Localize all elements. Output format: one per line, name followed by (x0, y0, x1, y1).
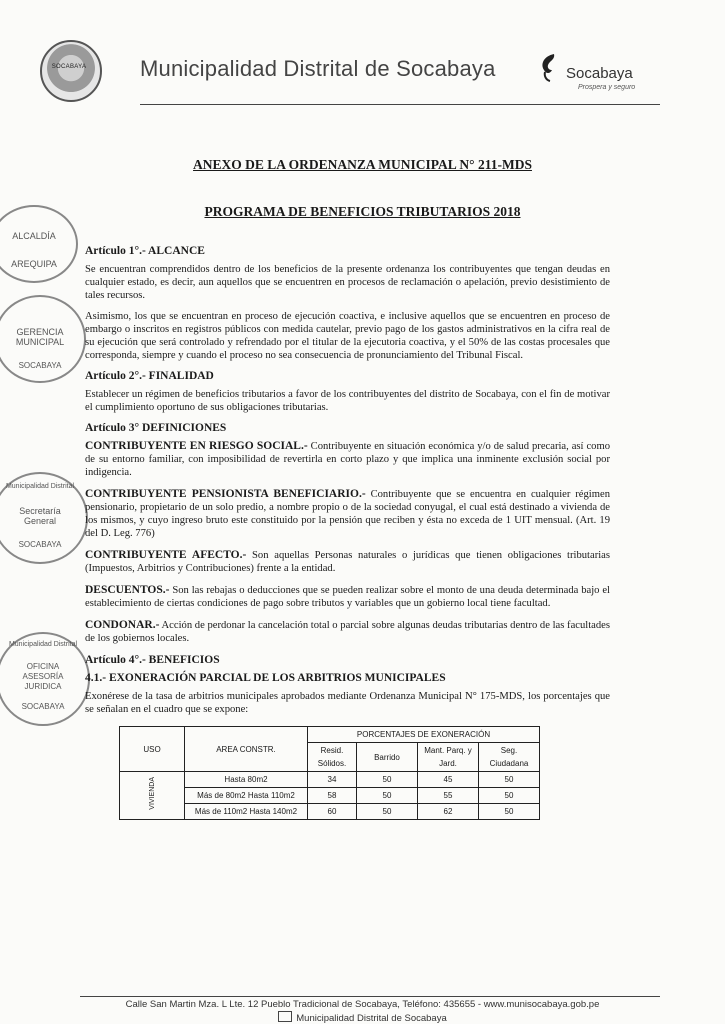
definition-term: CONTRIBUYENTE EN RIESGO SOCIAL.- (85, 440, 308, 452)
asesoria-juridica-stamp (0, 632, 90, 726)
cell-area: Más de 110m2 Hasta 140m2 (185, 804, 308, 820)
definition-term: CONDONAR.- (85, 619, 160, 631)
definition-text: Acción de perdonar la cancelación total o parcial sobre algunas deudas tributarias dentro de las facultades de los gobiernos locales. (85, 620, 610, 644)
stamp-text: ALCALDÍA (12, 231, 56, 241)
stamp-text: Municipalidad Distrital (5, 483, 75, 490)
definition-descuentos (85, 584, 610, 610)
definition-text: Son las rebajas o deducciones que se pueden realizar sobre el monto de una deuda determinada bajo el establecimiento de ciertas condiciones de pago sobre tributos y variables que un gobierno local tiene facultad. (85, 585, 610, 609)
brand-tagline: Prospera y seguro (578, 84, 636, 91)
header-residuos: Resid. Sólidos. (308, 743, 357, 772)
stamp-text: SOCABAYA (18, 361, 62, 370)
cell-uso (120, 772, 185, 820)
header-parques: Mant. Parq. y Jard. (418, 743, 479, 772)
stamp-text: JURIDICA (24, 682, 62, 691)
definition-text: Son aquellas Personas naturales o jurídicas que tienen obligaciones tributarias (Impuestos, Arbitrios y Contribuciones) frente a la entidad. (85, 550, 610, 574)
uso-value: VIVIENDA (148, 777, 156, 810)
exoneration-table (119, 726, 540, 820)
cell-value: 50 (479, 804, 540, 820)
footer-municipality (0, 1011, 725, 1024)
letterhead (0, 0, 725, 110)
article-3-heading: Artículo 3° DEFINICIONES (85, 422, 227, 434)
stamp-text: OFICINA (26, 662, 60, 671)
header-uso: USO (120, 727, 185, 772)
section-4-1-heading: 4.1.- EXONERACIÓN PARCIAL DE LOS ARBITRIOS MUNICIPALES (85, 672, 446, 684)
stamp-text: SOCABAYA (18, 540, 62, 549)
footer-municipality-name: Municipalidad Distrital de Socabaya (296, 1013, 447, 1024)
annex-title: ANEXO DE LA ORDENANZA MUNICIPAL N° 211-MDS (193, 157, 532, 172)
stamp-text: General (23, 516, 57, 526)
stamp-text: Secretaría (19, 506, 61, 516)
building-icon (278, 1011, 292, 1022)
definition-pensionista (85, 488, 610, 540)
definition-text: Contribuyente en situación económica y/o de salud precaria, así como de su entorno familiar, con imposibilidad de revertirla en corto plazo y que implica una inminente exclusión social por indigencia. (85, 441, 610, 478)
cell-value: 50 (479, 788, 540, 804)
footer-address: Calle San Martin Mza. L Lte. 12 Pueblo Tradicional de Socabaya, Teléfono: 435655 - www.munisocabaya.gob.pe (125, 999, 600, 1010)
stamp-text: SOCABAYA (21, 702, 65, 711)
table-header-row (120, 727, 540, 743)
article-4-heading: Artículo 4°.- BENEFICIOS (85, 654, 220, 666)
cell-area: Más de 80m2 Hasta 110m2 (185, 788, 308, 804)
brand-name: Socabaya (566, 65, 633, 82)
definition-term: CONTRIBUYENTE AFECTO.- (85, 549, 247, 561)
article-2-paragraph: Establecer un régimen de beneficios tributarios a favor de los contribuyentes del distrito de Socabaya, con el fin de motivar el cumplimiento oportuno de sus obligaciones tributarias. (85, 389, 610, 413)
definition-condonar (85, 619, 610, 645)
header-area: AREA CONSTR. (185, 727, 308, 772)
footer-divider (80, 996, 660, 997)
program-title: PROGRAMA DE BENEFICIOS TRIBUTARIOS 2018 (204, 204, 521, 219)
table-row (120, 772, 540, 788)
cell-value: 45 (418, 772, 479, 788)
definition-riesgo-social (85, 440, 610, 479)
municipality-title: Municipalidad Distrital de Socabaya (140, 56, 496, 81)
stamp-text: ASESORÍA (22, 672, 64, 681)
cell-area: Hasta 80m2 (185, 772, 308, 788)
header-seguridad: Seg. Ciudadana (479, 743, 540, 772)
cell-value: 34 (308, 772, 357, 788)
header-barrido: Barrido (357, 743, 418, 772)
stamp-text: Municipalidad Distrital (8, 641, 78, 648)
definition-afecto (85, 549, 610, 575)
cell-value: 62 (418, 804, 479, 820)
stamp-text: AREQUIPA (11, 259, 57, 269)
article-1-paragraph-2: Asimismo, los que se encuentran en proceso de ejecución coactiva, e inclusive aquellos que se encuentren en proceso de embargo o inscritos en registros públicos con medida cautelar, previo pago de los gastos administrativos en la cifra real de su ejecución que será controlado y refrendado por el titular de la ejecutoria coactiva, y el 50% de las costas procesales que corresponda, siempre y cuando el proceso no sea consecuencia de pronunciamiento del Tribunal Fiscal. (85, 311, 610, 361)
article-1-paragraph-1: Se encuentran comprendidos dentro de los beneficios de la presente ordenanza los contribuyentes que tengan deudas en cualquier estado, es decir, aun aquellos que se encuentren en procesos de reclamación o apelación, previo desistimiento de tales recursos. (85, 264, 610, 301)
cell-value: 60 (308, 804, 357, 820)
definition-text: Contribuyente que se encuentra en cualquier régimen pensionario, propietario de un solo predio, a nombre propio o de la sociedad conyugal, el cual está destinado a vivienda de los mismos, y cuyo ingreso bruto este constituido por la pensión que reciben y ésta no exceda de 1 UIT mensual. (Art. 19 del D. Leg. 776) (85, 489, 610, 539)
article-2-heading: Artículo 2°.- FINALIDAD (85, 370, 214, 382)
cell-value: 55 (418, 788, 479, 804)
cell-value: 50 (357, 772, 418, 788)
article-1-heading: Artículo 1°.- ALCANCE (85, 245, 205, 257)
definition-term: DESCUENTOS.- (85, 584, 170, 596)
brand-leaf-icon (538, 52, 560, 82)
crest-label: SOCABAYA (51, 64, 87, 70)
cell-value: 50 (357, 788, 418, 804)
stamp-text: GERENCIA (16, 327, 64, 337)
cell-value: 50 (479, 772, 540, 788)
gerencia-stamp (0, 295, 86, 383)
secretaria-stamp (0, 472, 88, 564)
definition-term: CONTRIBUYENTE PENSIONISTA BENEFICIARIO.- (85, 488, 366, 500)
cell-value: 58 (308, 788, 357, 804)
header-percentages: PORCENTAJES DE EXONERACIÓN (308, 727, 540, 743)
municipal-crest-icon (40, 40, 102, 102)
cell-value: 50 (357, 804, 418, 820)
section-4-1-paragraph: Exonérese de la tasa de arbitrios municipales aprobados mediante Ordenanza Municipal N° 175-MDS, los porcentajes que se señalan en el cuadro que se expone: (85, 691, 610, 715)
stamp-text: MUNICIPAL (15, 337, 65, 347)
header-divider (140, 104, 660, 105)
document-body (85, 245, 610, 820)
